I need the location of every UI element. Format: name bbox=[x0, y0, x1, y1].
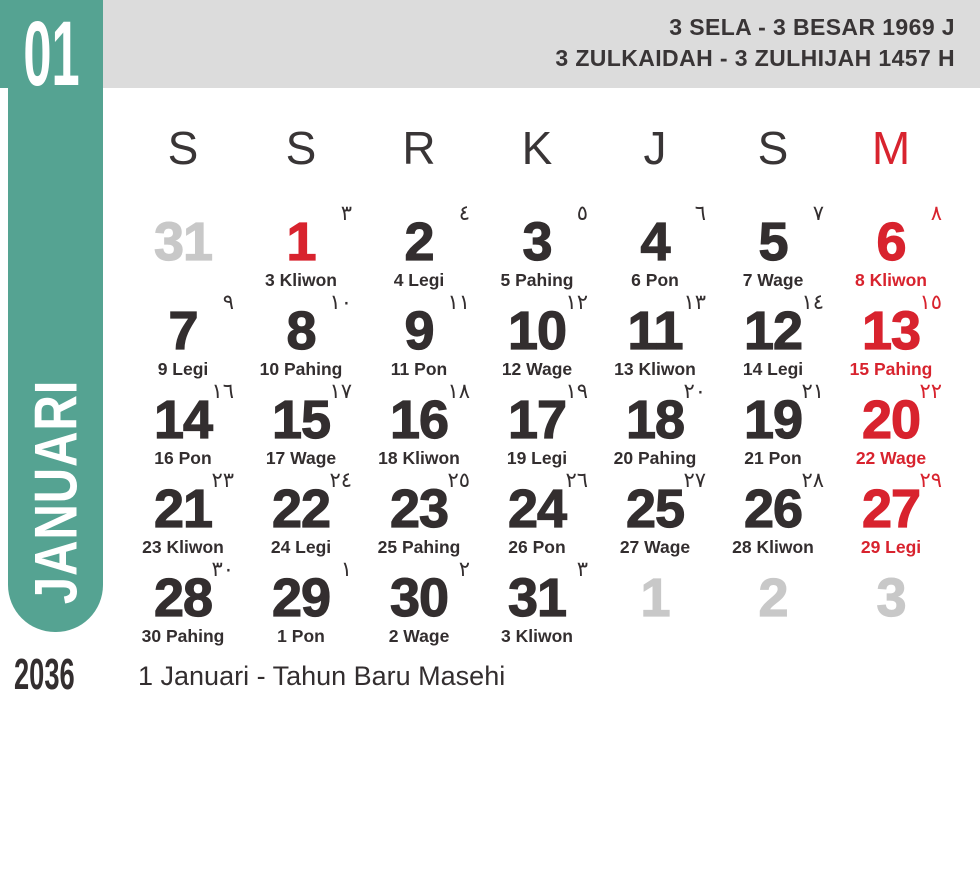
gregorian-date: 4 bbox=[640, 212, 670, 272]
gregorian-date: 12 bbox=[743, 301, 803, 361]
gregorian-date: 19 bbox=[743, 390, 803, 450]
javanese-date: 8 Kliwon bbox=[855, 270, 927, 290]
gregorian-date: 5 bbox=[758, 212, 788, 272]
hijri-date: ٢ bbox=[458, 557, 470, 581]
holiday-note: 1 Januari - Tahun Baru Masehi bbox=[138, 661, 506, 691]
hijri-date: ٢٧ bbox=[683, 468, 706, 492]
hijri-date: ١٧ bbox=[329, 379, 352, 403]
gregorian-date: 6 bbox=[876, 212, 906, 272]
javanese-date: 21 Pon bbox=[744, 448, 802, 468]
gregorian-date: 10 bbox=[507, 301, 567, 361]
calendar-cell bbox=[478, 192, 596, 290]
hijri-date: ٦ bbox=[694, 201, 706, 225]
hijri-date: ٢٩ bbox=[919, 468, 942, 492]
calendar-cell bbox=[242, 281, 360, 379]
javanese-date: 20 Pahing bbox=[613, 448, 697, 468]
hijri-date: ٢١ bbox=[801, 379, 824, 403]
top-banner bbox=[103, 0, 980, 88]
javanese-date: 7 Wage bbox=[742, 270, 804, 290]
calendar-grid bbox=[124, 104, 950, 646]
calendar-cell bbox=[714, 281, 832, 379]
calendar-cell bbox=[596, 281, 714, 379]
month-name-vertical: JANUARI bbox=[22, 379, 89, 605]
javanese-date: 3 Kliwon bbox=[501, 626, 573, 646]
calendar-cell bbox=[124, 459, 242, 557]
gregorian-date: 3 bbox=[876, 568, 906, 628]
javanese-date: 28 Kliwon bbox=[732, 537, 814, 557]
calendar-cell bbox=[478, 459, 596, 557]
javanese-date: 11 Pon bbox=[390, 359, 448, 379]
javanese-date: 27 Wage bbox=[619, 537, 691, 557]
month-number: 01 bbox=[23, 3, 80, 105]
hijri-date: ١٢ bbox=[565, 290, 588, 314]
hijri-date: ٢٢ bbox=[919, 379, 942, 403]
gregorian-date: 9 bbox=[404, 301, 434, 361]
javanese-date: 22 Wage bbox=[855, 448, 927, 468]
calendar-cell bbox=[478, 370, 596, 468]
calendar-cell bbox=[714, 192, 832, 290]
hijri-date: ٣ bbox=[576, 557, 588, 581]
gregorian-date: 1 bbox=[640, 568, 670, 628]
gregorian-date: 22 bbox=[271, 479, 331, 539]
hijri-date: ١٨ bbox=[447, 379, 470, 403]
calendar-cell bbox=[832, 459, 950, 557]
day-header: M bbox=[871, 122, 911, 174]
gregorian-date: 7 bbox=[168, 301, 198, 361]
day-header: S bbox=[757, 122, 789, 174]
hijri-date: ١٤ bbox=[801, 290, 824, 314]
hijri-date: ١١ bbox=[447, 290, 470, 314]
gregorian-date: 3 bbox=[522, 212, 552, 272]
javanese-date: 23 Kliwon bbox=[142, 537, 224, 557]
hijri-date: ٢٨ bbox=[801, 468, 824, 492]
gregorian-date: 29 bbox=[271, 568, 331, 628]
hijri-date: ١٠ bbox=[329, 290, 352, 314]
hijri-date: ٥ bbox=[576, 201, 588, 225]
javanese-date: 15 Pahing bbox=[849, 359, 933, 379]
gregorian-date: 20 bbox=[861, 390, 921, 450]
gregorian-date: 16 bbox=[389, 390, 449, 450]
gregorian-date: 15 bbox=[271, 390, 331, 450]
javanese-date: 19 Legi bbox=[506, 448, 568, 468]
javanese-date: 16 Pon bbox=[154, 448, 212, 468]
gregorian-date: 28 bbox=[153, 568, 213, 628]
javanese-date: 13 Kliwon bbox=[614, 359, 696, 379]
calendar-cell bbox=[124, 548, 242, 646]
calendar-cell bbox=[360, 281, 478, 379]
javanese-date: 29 Legi bbox=[860, 537, 922, 557]
calendar-cell bbox=[596, 192, 714, 290]
calendar-cell bbox=[360, 459, 478, 557]
day-header: S bbox=[167, 122, 199, 174]
gregorian-date: 30 bbox=[389, 568, 449, 628]
javanese-date: 25 Pahing bbox=[377, 537, 461, 557]
calendar-cell bbox=[832, 548, 950, 637]
month-number-block bbox=[0, 0, 103, 105]
alt-calendar-years bbox=[555, 12, 955, 74]
calendar-cell bbox=[242, 548, 360, 646]
hijri-date: ٩ bbox=[222, 290, 234, 314]
calendar-cell bbox=[832, 370, 950, 468]
hijri-date: ٢٣ bbox=[211, 468, 234, 492]
hijri-date: ١ bbox=[340, 557, 352, 581]
javanese-date: 1 Pon bbox=[277, 626, 325, 646]
javanese-date: 12 Wage bbox=[501, 359, 573, 379]
day-header: R bbox=[402, 122, 436, 174]
calendar-cell bbox=[124, 192, 242, 281]
javanese-date: 9 Legi bbox=[157, 359, 209, 379]
hijri-date: ٢٥ bbox=[447, 468, 470, 492]
javanese-date: 26 Pon bbox=[508, 537, 566, 557]
gregorian-date: 31 bbox=[507, 568, 567, 628]
javanese-date: 24 Legi bbox=[270, 537, 332, 557]
calendar-cell bbox=[124, 370, 242, 468]
calendar-cell bbox=[714, 548, 832, 637]
gregorian-date: 21 bbox=[153, 479, 213, 539]
calendar-cell bbox=[478, 281, 596, 379]
calendar-cell bbox=[596, 370, 714, 468]
gregorian-date: 23 bbox=[389, 479, 449, 539]
calendar-cell bbox=[242, 370, 360, 468]
gregorian-date: 11 bbox=[627, 301, 683, 361]
javanese-date: 14 Legi bbox=[742, 359, 804, 379]
calendar-cell bbox=[714, 459, 832, 557]
day-header: S bbox=[285, 122, 317, 174]
hijri-year-line: 3 ZULKAIDAH - 3 ZULHIJAH 1457 H bbox=[555, 45, 955, 71]
calendar-cell bbox=[832, 281, 950, 379]
javanese-date: 10 Pahing bbox=[259, 359, 343, 379]
calendar-cell bbox=[714, 370, 832, 468]
gregorian-date: 24 bbox=[507, 479, 567, 539]
hijri-date: ٢٤ bbox=[329, 468, 352, 492]
gregorian-date: 13 bbox=[861, 301, 921, 361]
calendar-cell bbox=[360, 192, 478, 290]
calendar-cell bbox=[242, 192, 360, 290]
hijri-date: ٧ bbox=[812, 201, 824, 225]
gregorian-date: 26 bbox=[743, 479, 803, 539]
hijri-date: ٣ bbox=[340, 201, 352, 225]
gregorian-date: 2 bbox=[404, 212, 434, 272]
javanese-date: 5 Pahing bbox=[500, 270, 574, 290]
calendar-cell bbox=[242, 459, 360, 557]
gregorian-date: 17 bbox=[507, 390, 567, 450]
hijri-date: ١٩ bbox=[565, 379, 588, 403]
gregorian-date: 27 bbox=[861, 479, 921, 539]
calendar-cell bbox=[360, 548, 478, 646]
hijri-date: ٢٠ bbox=[683, 379, 706, 403]
year-label: 2036 bbox=[14, 650, 75, 699]
javanese-date: 2 Wage bbox=[388, 626, 450, 646]
javanese-date: 3 Kliwon bbox=[265, 270, 337, 290]
gregorian-date: 2 bbox=[758, 568, 788, 628]
calendar-cell bbox=[360, 370, 478, 468]
day-header: K bbox=[521, 122, 553, 174]
javanese-date: 17 Wage bbox=[265, 448, 337, 468]
hijri-date: ٨ bbox=[930, 201, 942, 225]
calendar-cell bbox=[832, 192, 950, 290]
javanese-date: 18 Kliwon bbox=[378, 448, 460, 468]
hijri-date: ١٥ bbox=[919, 290, 942, 314]
hijri-date: ٣٠ bbox=[211, 557, 234, 581]
javanese-date: 30 Pahing bbox=[141, 626, 225, 646]
calendar-cell bbox=[596, 459, 714, 557]
gregorian-date: 1 bbox=[286, 212, 316, 272]
gregorian-date: 31 bbox=[153, 212, 213, 272]
gregorian-date: 25 bbox=[625, 479, 685, 539]
calendar-cell bbox=[596, 548, 714, 637]
gregorian-date: 8 bbox=[286, 301, 316, 361]
gregorian-date: 18 bbox=[625, 390, 685, 450]
javanese-year-line: 3 SELA - 3 BESAR 1969 J bbox=[669, 14, 955, 40]
hijri-date: ٢٦ bbox=[565, 468, 588, 492]
day-header: J bbox=[643, 122, 667, 174]
javanese-date: 6 Pon bbox=[631, 270, 679, 290]
hijri-date: ١٣ bbox=[683, 290, 706, 314]
calendar-cell bbox=[478, 548, 596, 646]
calendar-cell bbox=[124, 281, 242, 379]
gregorian-date: 14 bbox=[153, 390, 213, 450]
hijri-date: ١٦ bbox=[211, 379, 234, 403]
javanese-date: 4 Legi bbox=[393, 270, 445, 290]
hijri-date: ٤ bbox=[458, 201, 470, 225]
